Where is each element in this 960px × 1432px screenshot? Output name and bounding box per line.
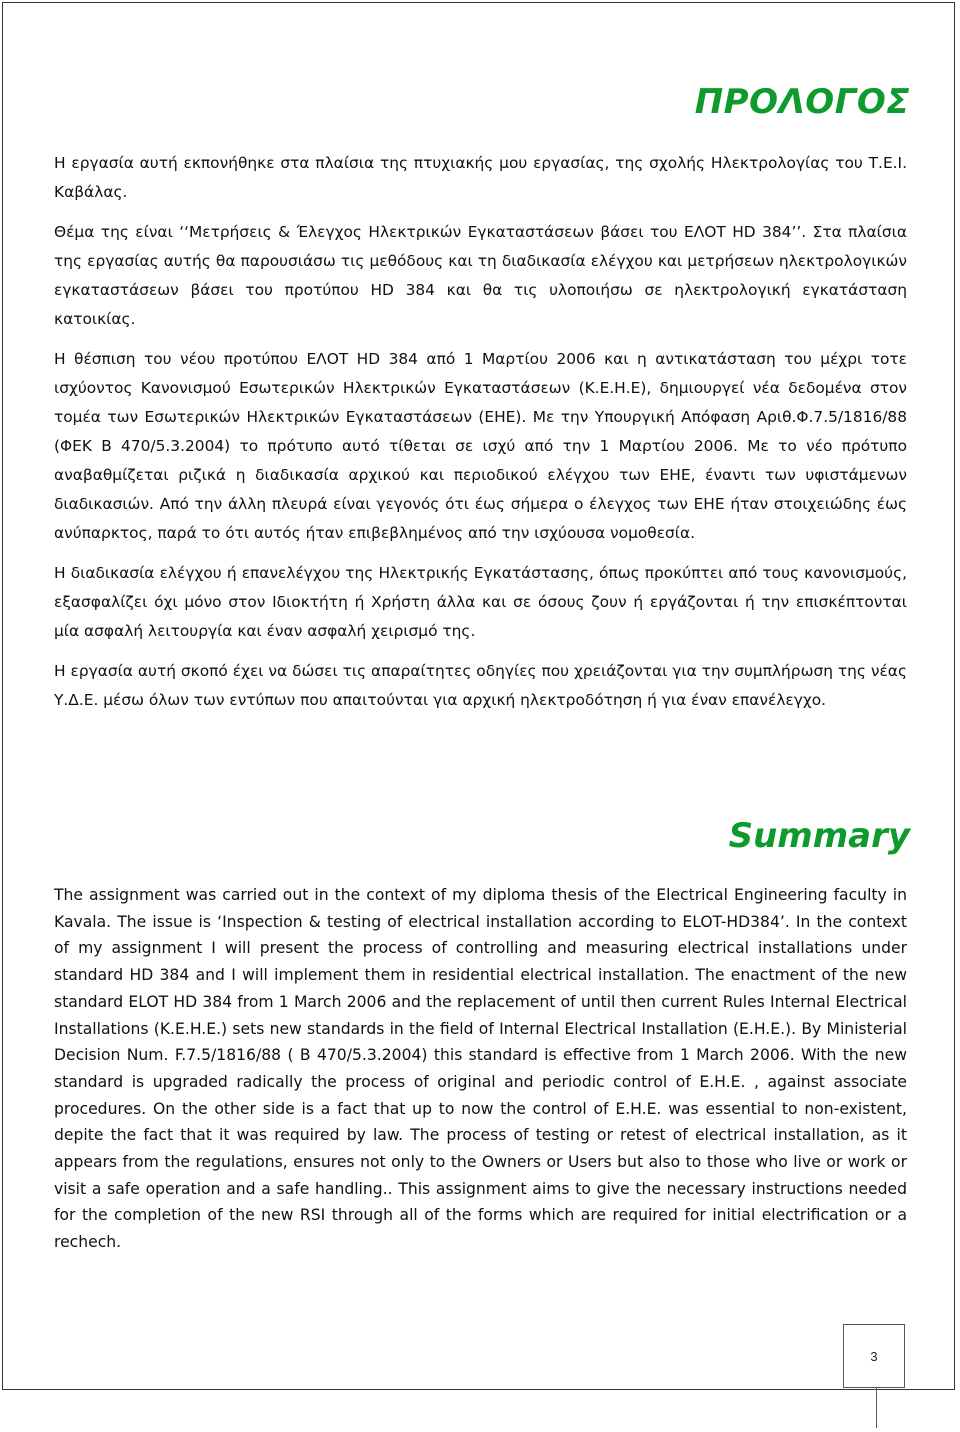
- page-number-box: [843, 1324, 905, 1388]
- summary-body: [54, 882, 907, 1256]
- page-number-tick: [876, 1388, 877, 1428]
- summary-heading: Summary: [728, 816, 910, 856]
- summary-paragraph: The assignment was carried out in the context of my diploma thesis of the Electrical Engineering faculty in Kavala. The issue is ‘Inspection & testing of electrical installation according to ELOT-HD384’. In the context of my assignment I will present the process of controlling and measuring electrical installations under standard HD 384 and I will implement them in residential electrical installation. The enactment of the new standard ELOT HD 384 from 1 March 2006 and the replacement of until then current Rules Internal Electrical Installations (K.E.H.E.) sets new standards in the field of Internal Electrical Installation (E.H.E.). By Ministerial Decision Num. F.7.5/1816/88 ( B 470/5.3.2004) this standard is effective from 1 March 2006. With the new standard is upgraded radically the process of original and periodic control of E.H.E. , against associate procedures. On the other side is a fact that up to now the control of E.H.E. was essential to non-existent, depite the fact that it was required by law. The process of testing or retest of electrical installation, as it appears from the regulations, ensures not only to the Owners or Users but also to those who live or work or visit a safe operation and a safe handling.. This assignment aims to give the necessary instructions needed for the completion of the new RSI through all of the forms which are required for initial electrification or a rechech.: [54, 886, 907, 1252]
- prologue-paragraph-3: Η θέσπιση του νέου προτύπου ΕΛΟΤ HD 384 από 1 Μαρτίου 2006 και η αντικατάσταση του μέχρι τοτε ισχύοντος Κανονισμού Εσωτερικών Ηλεκτρικών Εγκαταστάσεων (Κ.Ε.Η.Ε), δημιουργεί νέα δεδομένα στον τομέα των Εσωτερικών Ηλεκτρικών Εγκαταστάσεων (ΕΗΕ). Με την Υπουργική Απόφαση Αριθ.Φ.7.5/1816/88 (ΦΕΚ Β 470/5.3.2004) το πρότυπο αυτό τίθεται σε ισχύ από την 1 Μαρτίου 2006. Με το νέο πρότυπο αναβαθμίζεται ριζικά η διαδικασία αρχικού και περιοδικού ελέγχου των ΕΗΕ, έναντι των υφιστάμενων διαδικασιών. Από την άλλη πλευρά είναι γεγονός ότι έως σήμερα ο έλεγχος των ΕΗΕ ήταν στοιχειώδης έως ανύπαρκτος, παρά το ότι αυτός ήταν επιβεβλημένος από την ισχύουσα νομοθεσία.: [54, 350, 907, 542]
- prologue-paragraph-1: Η εργασία αυτή εκπονήθηκε στα πλαίσια της πτυχιακής μου εργασίας, της σχολής Ηλεκτρολογίας του Τ.Ε.Ι. Καβάλας.: [54, 154, 907, 201]
- page-number: 3: [870, 1348, 878, 1364]
- prologue-paragraph-5: Η εργασία αυτή σκοπό έχει να δώσει τις απαραίτητες οδηγίες που χρειάζονται για την συμπλήρωση της νέας Υ.Δ.Ε. μέσω όλων των εντύπων που απαιτούνται για αρχική ηλεκτροδότηση ή για έναν επανέλεγχο.: [54, 662, 907, 709]
- prologue-paragraph-4: Η διαδικασία ελέγχου ή επανελέγχου της Ηλεκτρικής Εγκατάστασης, όπως προκύπτει από τους κανονισμούς, εξασφαλίζει όχι μόνο στον Ιδιοκτήτη ή Χρήστη άλλα και σε όσους ζουν ή εργάζονται ή την επισκέπτονται μία ασφαλή λειτουργία και έναν ασφαλή χειρισμό της.: [54, 564, 907, 640]
- prologue-heading: ΠΡΟΛΟΓΟΣ: [694, 82, 910, 122]
- prologue-body: [54, 149, 907, 726]
- prologue-paragraph-2: Θέμα της είναι ‘‘Μετρήσεις & Έλεγχος Ηλεκτρικών Εγκαταστάσεων βάσει του ΕΛΟΤ HD 384’’. Στα πλαίσια της εργασίας αυτής θα παρουσιάσω τις μεθόδους και τη διαδικασία ελέγχου και μετρήσεων ηλεκτρολογικών εγκαταστάσεων βάσει του προτύπου HD 384 και θα τις υλοποιήσω σε ηλεκτρολογική εγκατάσταση κατοικίας.: [54, 223, 907, 328]
